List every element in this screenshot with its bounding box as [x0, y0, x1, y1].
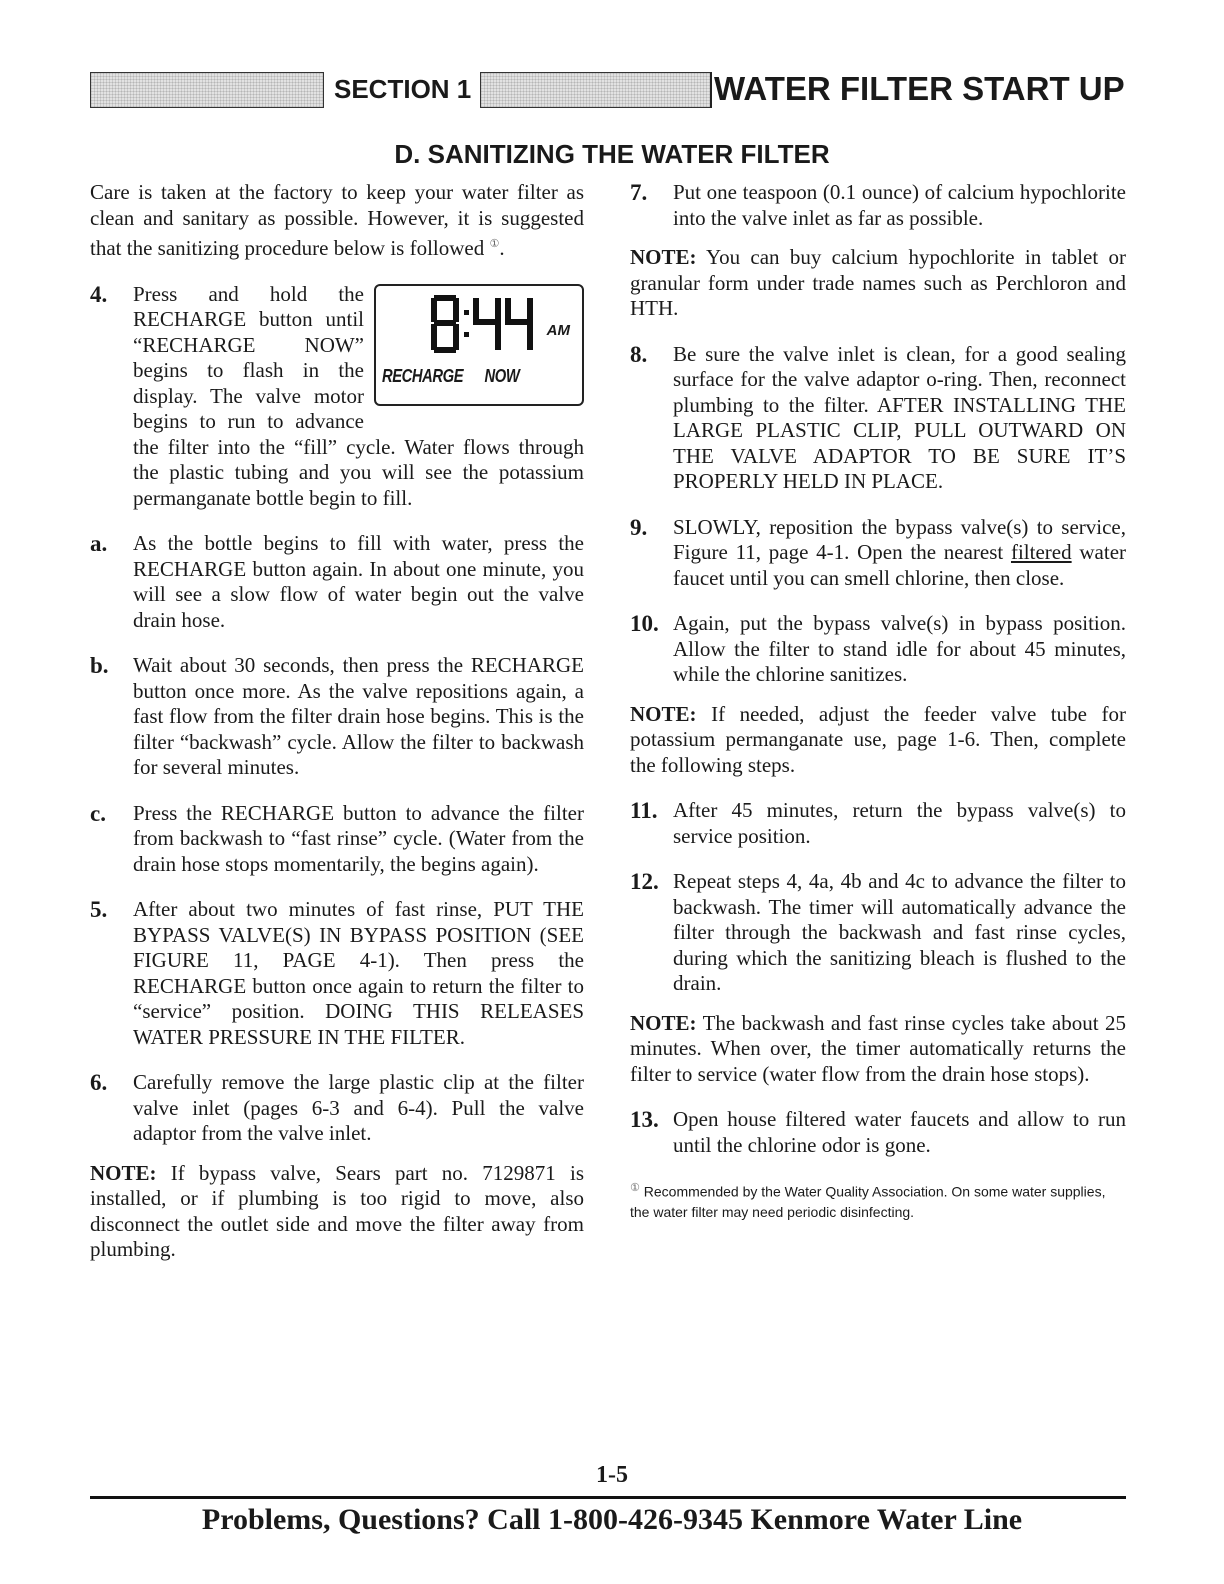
left-column	[90, 180, 584, 1263]
footnote-text: Recommended by the Water Quality Association. On some water supplies, the water filter may need periodic disinfecting.	[630, 1183, 1106, 1220]
note-text: If needed, adjust the feeder valve tube for potassium permanganate use, page 1-6. Then, complete the following steps.	[630, 701, 1127, 777]
step-text: Press the RECHARGE button to advance the filter from backwash to “fast rinse” cycle. (Water from the drain hose stops momentarily, the begins again).	[133, 800, 584, 876]
note-text: You can buy calcium hypochlorite in tablet or granular form under trade names such as Perchloron and HTH.	[630, 245, 1126, 320]
header-bar-left	[90, 72, 324, 108]
step-number: 13.	[630, 1107, 659, 1132]
step-7	[630, 180, 1126, 231]
step-text: Open house filtered water faucets and allow to run until the chlorine odor is gone.	[673, 1107, 1126, 1157]
header-title: WATER FILTER START UP	[714, 70, 1125, 107]
note-cycle-duration	[630, 1011, 1126, 1088]
step-13	[630, 1107, 1126, 1158]
step-4c	[90, 801, 584, 878]
step-12	[630, 869, 1126, 997]
note-hypochlorite	[630, 245, 1126, 322]
step-text-after: water faucet until you can smell chlorine, then close.	[673, 540, 1127, 590]
step-4	[90, 282, 584, 512]
display-status-recharge: RECHARGE	[382, 365, 464, 386]
step-10	[630, 611, 1126, 688]
right-column	[630, 180, 1126, 1222]
header-divider	[710, 72, 712, 108]
footnote-marker: ①	[630, 1181, 640, 1194]
step-number: 6.	[90, 1070, 108, 1095]
step-5	[90, 897, 584, 1050]
step-text: As the bottle begins to fill with water, press the RECHARGE button again. In about one minute, you will see a slow flow of water begin out the valve drain hose.	[133, 531, 584, 632]
step-number: 7.	[630, 180, 648, 205]
display-status	[382, 364, 519, 390]
footnote-marker: ①	[489, 237, 500, 250]
display-status-now: NOW	[484, 365, 520, 386]
step-11	[630, 798, 1126, 849]
step-text-before: SLOWLY, reposition the bypass valve(s) to service, Figure 11, page 4-1. Open the nearest	[673, 514, 1126, 564]
display-ampm: AM	[546, 321, 570, 339]
step-text: Carefully remove the large plastic clip at the filter valve inlet (pages 6-3 and 6-4). Pull the valve adaptor from the valve inlet.	[133, 1070, 584, 1145]
step-number: a.	[90, 531, 108, 556]
step-6	[90, 1070, 584, 1147]
intro-end: .	[499, 236, 505, 260]
step-text: After 45 minutes, return the bypass valve(s) to service position.	[673, 798, 1126, 848]
note-bypass	[90, 1161, 584, 1263]
intro-paragraph	[90, 180, 584, 262]
step-number: c.	[90, 800, 106, 826]
note-label: NOTE:	[90, 1160, 157, 1185]
step-text: Press and hold the RECHARGE button until “RECHARGE NOW” begins to flash in the display. The valve motor begins to run to advance the filter into the “fill” cycle. Water flows through the plastic tubing and you will see the potassium permanganate bottle begin to fill.	[133, 281, 584, 510]
footer-helpline: Problems, Questions? Call 1-800-426-9345 Kenmore Water Line	[201, 1503, 1023, 1536]
note-feeder-valve	[630, 702, 1126, 779]
step-number: 11.	[630, 798, 658, 823]
step-number: 10.	[630, 611, 659, 636]
step-text: Wait about 30 seconds, then press the RECHARGE button once more. As the valve repositions again, a fast flow from the filter drain hose begins. This is the filter “backwash” cycle. Allow the filter to backwash for several minutes.	[133, 653, 584, 779]
footer-divider	[90, 1496, 1126, 1499]
footnote	[630, 1178, 1126, 1222]
timer-display	[374, 284, 584, 406]
note-label: NOTE:	[630, 1010, 697, 1035]
section-label: SECTION 1	[334, 74, 472, 104]
step-text-underlined: filtered	[1010, 540, 1072, 564]
page-number: 1-5	[596, 1462, 628, 1488]
step-number: 4.	[90, 281, 108, 307]
display-time-digits	[428, 292, 538, 356]
step-number: 9.	[630, 514, 648, 540]
header-bar-right	[480, 72, 712, 108]
note-label: NOTE:	[630, 701, 697, 726]
step-text: Put one teaspoon (0.1 ounce) of calcium hypochlorite into the valve inlet as far as possible.	[673, 180, 1126, 230]
step-text: Again, put the bypass valve(s) in bypass position. Allow the filter to stand idle for about 45 minutes, while the chlorine sanitizes.	[673, 611, 1126, 686]
step-8	[630, 342, 1126, 495]
intro-text: Care is taken at the factory to keep your water filter as clean and sanitary as possible. However, it is suggested that the sanitizing procedure below is followed	[90, 180, 584, 260]
note-text: The backwash and fast rinse cycles take about 25 minutes. When over, the timer automatically returns the filter to service (water flow from the drain hose stops).	[630, 1010, 1127, 1086]
note-label: NOTE:	[630, 245, 697, 269]
step-number: 8.	[630, 341, 648, 367]
step-text: Repeat steps 4, 4a, 4b and 4c to advance the filter to backwash. The timer will automatically advance the filter through the backwash and fast rinse cycles, during which the sanitizing bleach is flushed to the drain.	[673, 869, 1126, 995]
page-title: D. SANITIZING THE WATER FILTER	[394, 139, 830, 169]
step-4a	[90, 531, 584, 633]
step-number: 12.	[630, 869, 659, 894]
step-text: Be sure the valve inlet is clean, for a good sealing surface for the valve adaptor o-ring. Then, reconnect plumbing to the filter. AFTER INSTALLING THE LARGE PLASTIC CLIP, PULL OUTWARD ON THE VALVE ADAPTOR TO BE SURE IT’S PROPERLY HELD IN PLACE.	[673, 341, 1126, 493]
step-number: 5.	[90, 897, 108, 922]
step-number: b.	[90, 653, 109, 678]
note-text: If bypass valve, Sears part no. 7129871 is installed, or if plumbing is too rigid to move, also disconnect the outlet side and move the filter away from plumbing.	[90, 1160, 584, 1261]
step-9	[630, 515, 1126, 592]
step-4b	[90, 653, 584, 781]
step-text: After about two minutes of fast rinse, PUT THE BYPASS VALVE(S) IN BYPASS POSITION (SEE FIGURE 11, PAGE 4-1). Then press the RECHARGE button once again to return the filter to “service” position. DOING THIS RELEASES WATER PRESSURE IN THE FILTER.	[133, 897, 584, 1049]
